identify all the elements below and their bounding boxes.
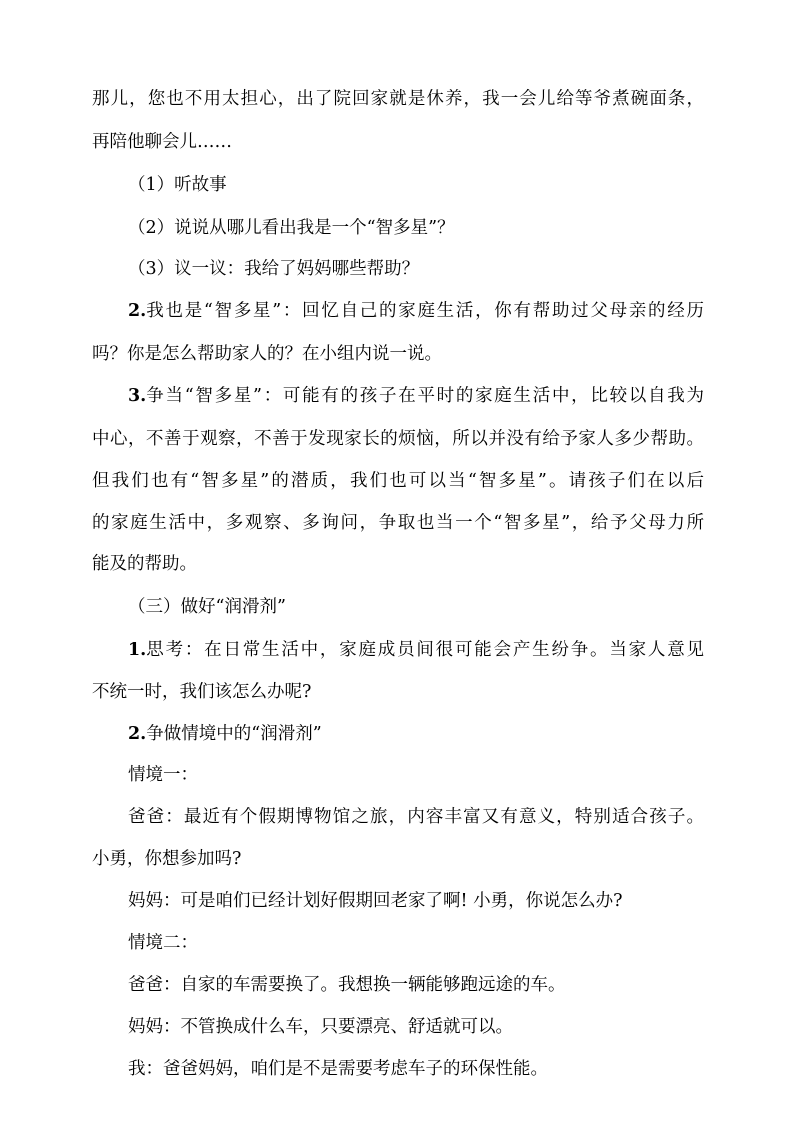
question-2: （2）说说从哪儿看出我是一个“智多星”？: [128, 218, 455, 238]
scenario-2-dad: 爸爸：自家的车需要换了。我想换一辆能够跑远途的车。: [128, 975, 566, 995]
item-3-line-1: [128, 385, 704, 407]
item-3-number: 3.: [128, 386, 147, 406]
scenario-1-dad-line-2: 小勇，你想参加吗?: [92, 849, 242, 869]
scenario-2-label: 情境二：: [128, 933, 198, 953]
scenario-1-dad-line-1: 爸爸：最近有个假期博物馆之旅，内容丰富又有意义，特别适合孩子。: [128, 807, 704, 827]
section-3-item-2-text: 争做情境中的“润滑剂”: [146, 724, 322, 744]
item-3-line-5: 能及的帮助。: [92, 554, 197, 574]
section-3-item-1-line-2: 不统一时，我们该怎么办呢?: [92, 682, 312, 702]
section-3-item-1-number: 1.: [128, 640, 147, 660]
item-3-line-3: 但我们也有“智多星”的潜质，我们也可以当“智多星”。请孩子们在以后: [92, 471, 704, 491]
intro-line-2: 再陪他聊会儿……: [92, 132, 232, 152]
intro-line-1: 那儿，您也不用太担心，出了院回家就是休养，我一会儿给等爷煮碗面条，: [92, 89, 704, 109]
item-2-number: 2.: [128, 301, 147, 321]
item-3-line-4: 的家庭生活中，多观察、多询问，争取也当一个“智多星”，给予父母力所: [92, 513, 704, 533]
scenario-2-mom: 妈妈：不管换成什么车，只要漂亮、舒适就可以。: [128, 1017, 513, 1037]
item-3-text: 争当“智多星”：可能有的孩子在平时的家庭生活中，比较以自我为: [146, 386, 704, 406]
item-2-line-2: 吗？你是怎么帮助家人的？在小组内说一说。: [92, 344, 442, 364]
scenario-2-me: 我：爸爸妈妈，咱们是不是需要考虑车子的环保性能。: [128, 1059, 548, 1079]
section-3-heading: （三）做好“润滑剂”: [128, 597, 286, 617]
item-2-text: 我也是“智多星”：回忆自己的家庭生活，你有帮助过父母亲的经历: [146, 301, 704, 321]
question-1: （1）听故事: [128, 175, 227, 195]
section-3-item-1-line-1: [128, 639, 704, 661]
section-3-item-2-number: 2.: [128, 724, 147, 744]
scenario-1-mom: 妈妈：可是咱们已经计划好假期回老家了啊! 小勇，你说怎么办?: [128, 891, 623, 911]
section-3-item-2: [128, 723, 322, 745]
item-3-line-2: 中心，不善于观察，不善于发现家长的烦恼，所以并没有给予家人多少帮助。: [92, 429, 704, 449]
question-3: （3）议一议：我给了妈妈哪些帮助？: [128, 259, 420, 279]
section-3-item-1-text: 思考：在日常生活中，家庭成员间很可能会产生纷争。当家人意见: [146, 640, 704, 660]
item-2-line-1: [128, 300, 704, 322]
scenario-1-label: 情境一：: [128, 765, 198, 785]
